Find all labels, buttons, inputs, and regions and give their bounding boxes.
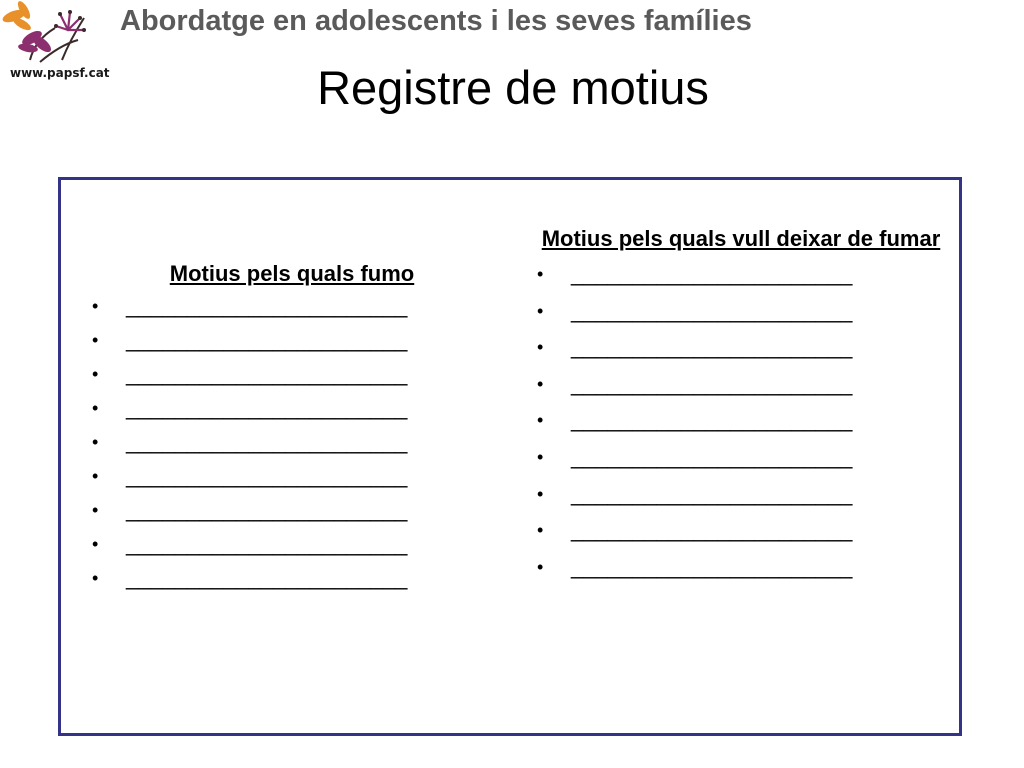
bullet-icon: • [537, 264, 544, 284]
page-title: Registre de motius [317, 61, 709, 114]
list-item [86, 493, 476, 527]
list-item [531, 256, 951, 293]
bullet-icon: • [92, 534, 99, 554]
bullet-icon: • [92, 466, 99, 486]
blank-line: _______________________ [571, 443, 853, 469]
left-column [86, 258, 476, 595]
bullet-icon: • [537, 483, 544, 504]
logo-url: www.papsf.cat [10, 66, 110, 80]
bullet-icon: • [92, 398, 99, 418]
page-subtitle: Abordatge en adolescents i les seves famílies [120, 5, 752, 37]
list-item [86, 357, 476, 391]
list-item [531, 476, 951, 513]
list-item [531, 293, 951, 330]
blank-line: _______________________ [571, 370, 853, 396]
list-item [531, 439, 951, 476]
right-column [531, 223, 951, 585]
blank-line: _______________________ [126, 395, 408, 420]
bullet-icon: • [537, 373, 544, 394]
bullet-icon: • [92, 568, 99, 588]
list-item [86, 323, 476, 357]
bullet-icon: • [537, 300, 544, 321]
bullet-icon: • [92, 500, 99, 520]
list-item [86, 459, 476, 493]
list-item [531, 402, 951, 439]
bullet-icon: • [537, 520, 544, 541]
list-item [531, 329, 951, 366]
list-item [86, 425, 476, 459]
blank-line: _______________________ [126, 497, 408, 522]
blank-line: _______________________ [571, 407, 853, 433]
bullet-icon: • [92, 296, 99, 316]
bullet-icon: • [92, 330, 99, 350]
right-column-heading: Motius pels quals vull deixar de fumar [541, 226, 941, 251]
list-item [86, 527, 476, 561]
blank-line: _______________________ [571, 334, 853, 360]
blank-line: _______________________ [126, 463, 408, 488]
worksheet-panel [58, 177, 962, 736]
bullet-icon: • [537, 556, 544, 577]
bullet-icon: • [92, 364, 99, 384]
list-item [86, 561, 476, 595]
right-blank-list [531, 256, 951, 585]
blank-line: _______________________ [571, 517, 853, 543]
blank-line: _______________________ [571, 553, 853, 579]
blank-line: _______________________ [126, 361, 408, 386]
list-item [531, 512, 951, 549]
blank-line: _______________________ [126, 429, 408, 454]
blank-line: _______________________ [126, 327, 408, 352]
bullet-icon: • [92, 432, 99, 452]
bullet-icon: • [537, 446, 544, 467]
bullet-icon: • [537, 410, 544, 431]
list-item [531, 549, 951, 586]
blank-line: _______________________ [571, 297, 853, 323]
list-item [531, 366, 951, 403]
left-column-heading: Motius pels quals fumo [169, 261, 415, 286]
left-blank-list [86, 289, 476, 595]
flower-logo-icon [0, 0, 100, 66]
list-item [86, 289, 476, 323]
list-item [86, 391, 476, 425]
blank-line: _______________________ [571, 480, 853, 506]
blank-line: _______________________ [126, 565, 408, 590]
blank-line: _______________________ [126, 293, 408, 318]
blank-line: _______________________ [571, 261, 853, 286]
bullet-icon: • [537, 337, 544, 358]
blank-line: _______________________ [126, 531, 408, 556]
